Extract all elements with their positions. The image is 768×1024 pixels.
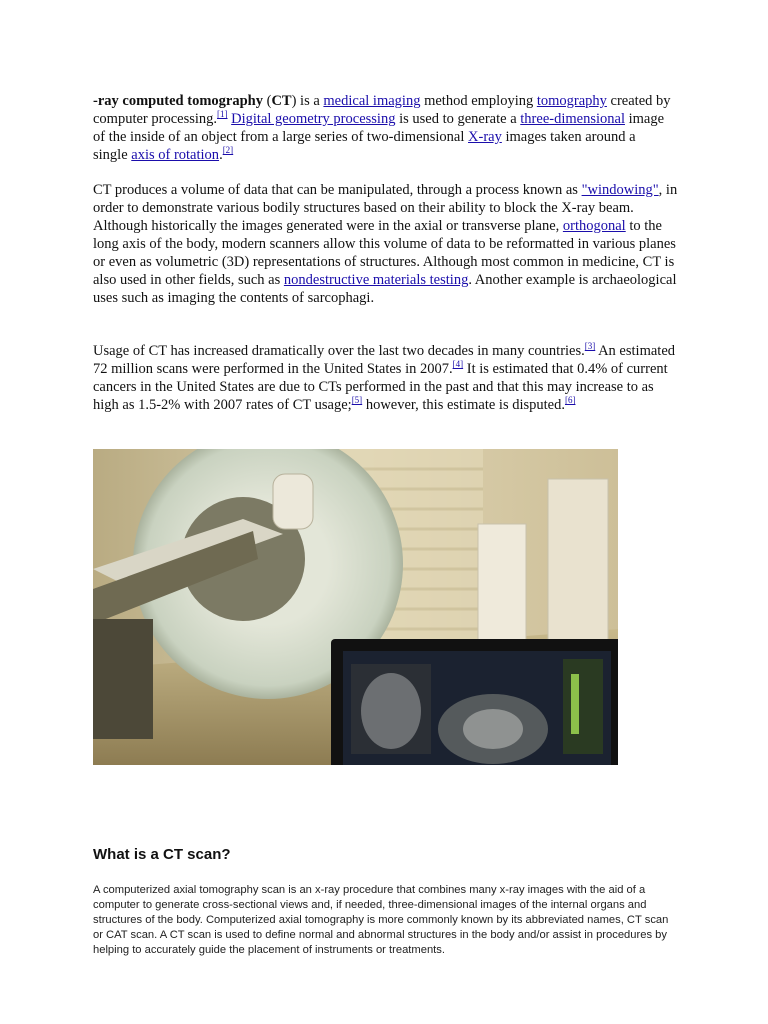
volume-paragraph: CT produces a volume of data that can be manipulated, through a process known as "windowing", in order to demonstrate various bodily structures based on their ability to block the X-ray beam. Although historically the images generated were in the axial or transverse plane, orthogonal to the long axis of the body, modern scanners allow this volume of data to be reformatted in various planes or even as volumetric (3D) representations of structures. Although most common in medicine, CT is also used in other fields, such as nondestructive materials testing. Another example is archaeological uses such as imaging the contents of sarcophagi. xyxy=(93,182,678,306)
section-paragraph: A computerized axial tomography scan is an x-ray procedure that combines many x-ray images with the aid of a computer to generate cross-sectional views and, if needed, three-dimensional images of the internal organs and structures of the body. Computerized axial tomography is more commonly known by its abbreviated names, CT scan or CAT scan. A CT scan is used to define normal and abnormal structures in the body and/or assist in procedures by helping to accurately guide the placement of instruments or treatments. xyxy=(93,884,669,956)
link-nondestructive-testing[interactable]: nondestructive materials testing xyxy=(283,272,469,288)
ref-6[interactable]: [6] xyxy=(564,395,576,405)
ref-1[interactable]: [1] xyxy=(217,109,228,119)
usage-paragraph: Usage of CT has increased dramatically over the last two decades in many countries.[3] An estimated 72 million scans were performed in the United States in 2007.[4] It is estimated that 0.4% of current cancers in the United States are due to CTs performed in the past and that this may increase to as high as 1.5-2% with 2007 rates of CT usage;[5] however, this estimate is disputed.[6] xyxy=(93,341,676,413)
link-digital-geometry-processing[interactable]: Digital geometry processing xyxy=(231,111,396,127)
ref-2[interactable]: [2] xyxy=(222,145,234,155)
abbr-bold: CT xyxy=(271,93,292,109)
monitor-icon xyxy=(331,639,618,765)
term-bold: -ray computed tomography xyxy=(93,93,263,109)
link-tomography[interactable]: tomography xyxy=(536,93,607,109)
section-heading: What is a CT scan? xyxy=(93,846,231,863)
link-xray[interactable]: X-ray xyxy=(468,129,502,145)
ct-room-illustration xyxy=(93,449,618,765)
link-three-dimensional[interactable]: three-dimensional xyxy=(520,111,625,127)
link-axis-of-rotation[interactable]: axis of rotation xyxy=(131,147,220,163)
ref-3[interactable]: [3] xyxy=(584,341,596,351)
link-medical-imaging[interactable]: medical imaging xyxy=(323,93,421,109)
intro-paragraph: -ray computed tomography (CT) is a medical imaging method employing tomography created by computer processing.[1] Digital geometry processing is used to generate a three-dimensional image of the inside of an object from a large series of two-dimensional X-ray images taken around a single axis of rotation.[2] xyxy=(93,93,671,163)
link-windowing[interactable]: "windowing" xyxy=(581,182,659,198)
link-orthogonal[interactable]: orthogonal xyxy=(562,218,626,234)
ref-4[interactable]: [4] xyxy=(452,359,464,369)
ref-5[interactable]: [5] xyxy=(351,395,363,405)
ct-scanner-photo xyxy=(93,449,618,765)
